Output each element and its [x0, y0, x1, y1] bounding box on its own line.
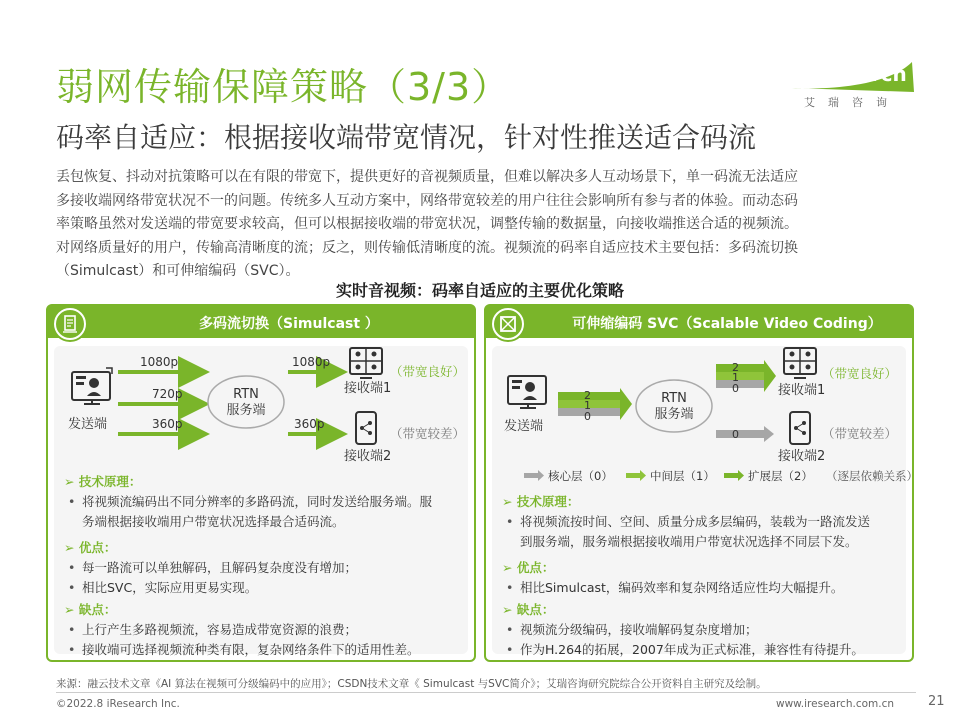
legend-middle-swatch [626, 473, 640, 478]
intro-line: 对网络质量好的用户，传输高清晰度的流；反之，则传输低清晰度的流。视频流的码率自适应技术主要包括：多码流切换 [56, 239, 798, 256]
principle-line: • 将视频流编码出不同分辨率的多路码流，同时发送给服务端。服 [64, 492, 464, 512]
receiver2-label: 接收端2 [344, 449, 392, 464]
iresearch-logo [788, 56, 916, 108]
pros-item: • 每一路流可以单独解码，且解码复杂度没有增加； [64, 558, 464, 578]
svc-panel-body [492, 346, 918, 657]
document-icon [54, 308, 86, 340]
simulcast-panel-title: 多码流切换（Simulcast ） [199, 316, 379, 332]
svc-panel-title: 可伸缩编码 SVC（Scalable Video Coding） [572, 316, 882, 332]
stream-label-720p: 720p [152, 387, 183, 401]
legend-middle-label: 中间层（1） [650, 469, 715, 483]
principle-line: 到服务端，服务端根据接收端用户带宽状况选择不同层下发。 [520, 534, 858, 549]
receiver2-label: 接收端2 [778, 449, 826, 464]
server-label-line1: RTN [233, 387, 259, 402]
good-bandwidth-label: （带宽良好） [822, 366, 898, 381]
layered-arrow-head [620, 388, 632, 420]
sender-computer-icon [508, 376, 546, 408]
out-core-only-label: 0 [732, 428, 739, 441]
good-bandwidth-label: （带宽良好） [390, 364, 466, 379]
poor-bandwidth-label: （带宽较差） [822, 426, 898, 441]
simulcast-panel [46, 304, 476, 662]
intro-line: 多接收端网络带宽状况不一的问题。传统多人互动方案中，网络带宽较差的用户往往会影响所有参与者的体验。而动态码 [56, 192, 798, 209]
simulcast-panel-body [54, 346, 468, 657]
pros-item: • 相比Simulcast，编码效率和复杂网络适应性均大幅提升。 [502, 578, 902, 598]
simulcast-panel-header [48, 306, 474, 338]
poor-bandwidth-label: （带宽较差） [390, 426, 466, 441]
legend-core-swatch [524, 473, 538, 478]
out-label-360p: 360p [294, 417, 325, 431]
smartphone-share-icon [356, 412, 376, 444]
principle-heading: ➢ 技术原理： [502, 494, 580, 509]
logo-brand: iResearch [796, 62, 907, 86]
intro-line: （Simulcast）和可伸缩编码（SVC）。 [56, 263, 300, 279]
cons-item: • 接收端可选择视频流种类有限，复杂网络条件下的适用性差。 [64, 640, 464, 660]
out-extension-layer-bar [716, 364, 764, 372]
legend-note: （逐层依赖关系） [826, 469, 918, 483]
intro-line: 丢包恢复、抖动对抗策略可以在有限的带宽下，提供更好的音视频质量，但难以解决多人互动场景下，单一码流无法适应 [56, 169, 798, 185]
stream-label-1080p: 1080p [140, 355, 179, 369]
out-core-only-bar [716, 430, 764, 438]
layers-icon [492, 308, 524, 340]
layer-label-0: 0 [584, 410, 591, 423]
out-middle-layer-bar [716, 372, 764, 380]
cons-item: • 视频流分级编码，接收端解码复杂度增加； [502, 620, 902, 640]
out-layer-label-2: 2 [732, 361, 739, 374]
page-subtitle: 码率自适应：根据接收端带宽情况，针对性推送适合码流 [56, 121, 757, 154]
simulcast-principle [64, 472, 464, 532]
page-title: 弱网传输保障策略（3/3） [56, 65, 511, 109]
legend-core-label: 核心层（0） [548, 469, 613, 483]
receiver1-label: 接收端1 [778, 383, 826, 398]
simulcast-diagram [54, 346, 468, 468]
cons-heading: ➢ 缺点： [502, 602, 555, 617]
principle-line: • 将视频流按时间、空间、质量分成多层编码，装载为一路流发送 [502, 512, 902, 532]
video-call-icon [784, 348, 816, 378]
cons-item: • 作为H.264的拓展，2007年成为正式标准，兼容性有待提升。 [502, 640, 902, 660]
svc-cons [502, 600, 902, 660]
logo-tagline: 艾瑞咨询 [804, 96, 900, 109]
copyright: ©2022.8 iResearch Inc. [56, 698, 180, 710]
website-link[interactable]: www.iresearch.com.cn [776, 698, 895, 710]
source-note: 来源：融云技术文章《AI 算法在视频可分级编码中的应用》；CSDN技术文章《 Simulcast 与SVC简介》；艾瑞咨询研究院综合公开资料自主研究及绘制。 [56, 678, 767, 690]
out-core-arrow-head [764, 426, 774, 442]
sender-label: 发送端 [504, 419, 544, 434]
layer-label-2: 2 [584, 389, 591, 402]
logo-mark [788, 56, 916, 96]
intro-paragraph [56, 166, 916, 284]
svc-panel-header [486, 306, 912, 338]
out-label-1080p: 1080p [292, 355, 331, 369]
stream-label-360p: 360p [152, 417, 183, 431]
page-number: 21 [928, 694, 945, 709]
receiver1-label: 接收端1 [344, 381, 392, 396]
out-layer-label-0: 0 [732, 382, 739, 395]
out-core-layer-bar [716, 380, 764, 388]
pros-item: • 相比SVC，实际应用更易实现。 [64, 578, 464, 598]
principle-line: 务端根据接收端用户带宽状况选择最合适码流。 [82, 514, 345, 529]
svc-diagram [492, 346, 918, 492]
layer-label-1: 1 [584, 399, 591, 412]
server-label-line1: RTN [661, 391, 687, 406]
intro-line: 率策略虽然对发送端的带宽要求较高，但可以根据接收端的带宽状况，调整传输的数据量，向接收端推送合适的视频流。 [56, 216, 798, 232]
sender-computer-icon [72, 368, 112, 404]
legend-extension-label: 扩展层（2） [748, 469, 813, 483]
footer-divider [56, 692, 916, 693]
simulcast-pros [64, 538, 464, 598]
rtn-server-node [636, 380, 712, 432]
rtn-server-node [208, 376, 284, 428]
cons-item: • 上行产生多路视频流，容易造成带宽资源的浪费； [64, 620, 464, 640]
figure-caption: 实时音视频：码率自适应的主要优化策略 [335, 281, 624, 300]
pros-heading: ➢ 优点： [502, 560, 555, 575]
out-layer-label-1: 1 [732, 371, 739, 384]
simulcast-cons [64, 600, 464, 660]
smartphone-share-icon [790, 412, 810, 444]
cons-heading: ➢ 缺点： [64, 602, 117, 617]
server-label-line2: 服务端 [226, 403, 266, 418]
svc-principle [502, 492, 902, 552]
pros-heading: ➢ 优点： [64, 540, 117, 555]
video-call-icon [350, 348, 382, 378]
legend-extension-swatch [724, 473, 738, 478]
svc-panel [484, 304, 918, 662]
server-label-line2: 服务端 [654, 407, 694, 422]
out-layered-arrow-head [764, 360, 776, 392]
principle-heading: ➢ 技术原理： [64, 474, 142, 489]
layer-legend [524, 469, 918, 483]
sender-label: 发送端 [68, 417, 108, 432]
svc-pros [502, 558, 902, 598]
